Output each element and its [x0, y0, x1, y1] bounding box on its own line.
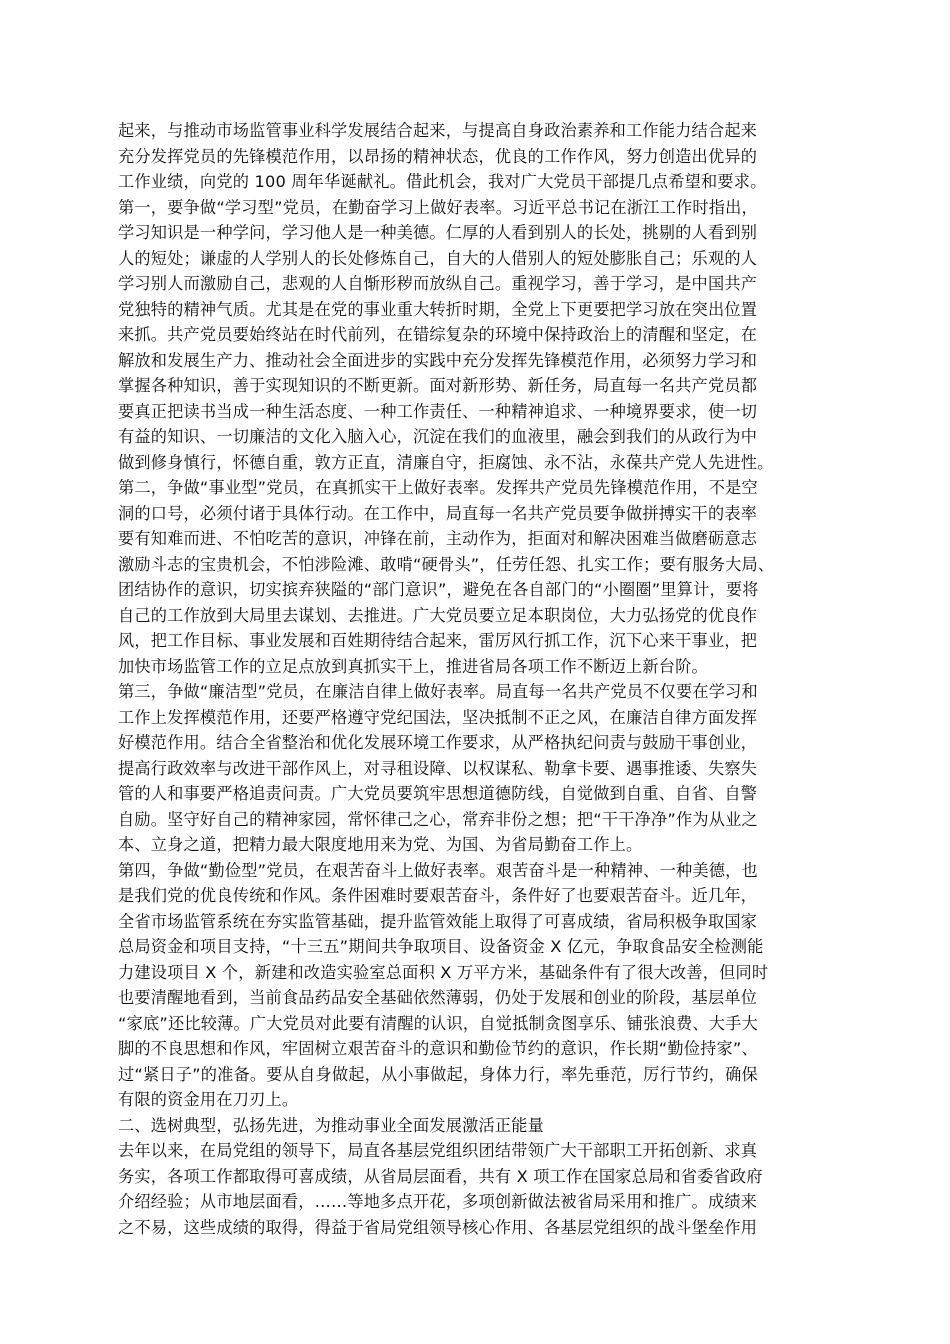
text-line: 来抓。共产党员要始终站在时代前列，在错综复杂的环境中保持政治上的清醒和坚定，在 — [118, 325, 758, 344]
text-line: 人的短处；谦虚的人学别人的长处修炼自己，自大的人借别人的短处膨胀自己；乐观的人 — [118, 248, 758, 268]
text-line: 团结协作的意识，切实摈弃狭隘的“部门意识”，避免在各自部门的“小圈圈”里算计，要将 — [118, 580, 759, 599]
text-line: 总局资金和项目支持，“十三五”期间共争取项目、设备资金 X 亿元，争取食品安全检测能 — [118, 937, 764, 956]
text-line: 激励斗志的宝贵机会，不怕涉险滩、敢啃“硬骨头”，任劳任怨、扎实工作；要有服务大局、 — [118, 554, 775, 574]
text-line: 有限的资金用在刀刃上。 — [118, 1090, 299, 1109]
text-line: 提高行政效率与改进干部作风上，对寻租设障、以权谋私、勒拿卡要、遇事推诿、失察失 — [118, 758, 758, 778]
text-line: 第三，争做“廉洁型”党员，在廉洁自律上做好表率。局直每一名共产党员不仅要在学习和 — [118, 682, 758, 701]
text-line: 掌握各种知识，善于实现知识的不断更新。面对新形势、新任务，局直每一名共产党员都 — [118, 376, 758, 395]
text-line: 学习别人而激励自己，悲观的人自惭形秽而放纵自己。重视学习，善于学习，是中国共产 — [118, 274, 758, 293]
text-line: 自励。坚守好自己的精神家园，常怀律己之心，常弃非份之想；把“干干净净”作为从业之 — [118, 809, 758, 829]
text-line: 务实，各项工作都取得可喜成绩，从省局层面看，共有 X 项工作在国家总局和省委省政府 — [118, 1166, 763, 1186]
text-line: 加快市场监管工作的立足点放到真抓实干上，推进省局各项工作不断迈上新台阶。 — [118, 656, 708, 676]
text-line: 好模范作用。结合全省整治和优化发展环境工作要求，从严格执纪问责与鼓励干事创业， — [118, 733, 758, 752]
document-body — [118, 118, 818, 1240]
text-line: 要有知难而进、不怕吃苦的意识，冲锋在前，主动作为，拒面对和解决困难当做磨砺意志 — [118, 529, 758, 548]
text-line: 要真正把读书当成一种生活态度、一种工作责任、一种精神追求、一种境界要求，使一切 — [118, 401, 758, 421]
text-line: 去年以来，在局党组的领导下，局直各基层党组织团结带领广大干部职工开拓创新、求真 — [118, 1141, 758, 1160]
text-line: 也要清醒地看到，当前食品药品安全基础依然薄弱，仍处于发展和创业的阶段，基层单位 — [118, 988, 758, 1007]
text-line: 第二，争做“事业型”党员，在真抓实干上做好表率。发挥共产党员先锋模范作用，不是空 — [118, 478, 758, 497]
text-line: 有益的知识、一切廉洁的文化入脑入心，沉淀在我们的血液里，融会到我们的从政行为中 — [118, 427, 758, 446]
text-line: “家底”还比较薄。广大党员对此要有清醒的认识，自觉抵制贪图享乐、铺张浪费、大手大 — [118, 1013, 758, 1033]
text-line: 之不易，这些成绩的取得，得益于省局党组领导核心作用、各基层党组织的战斗堡垒作用 — [118, 1217, 758, 1237]
text-line: 起来，与推动市场监管事业科学发展结合起来，与提高自身政治素养和工作能力结合起来 — [118, 121, 758, 140]
text-line: 工作业绩，向党的 100 周年华诞献礼。借此机会，我对广大党员干部提几点希望和要求。 — [118, 172, 767, 191]
text-line: 管的人和事要严格追责问责。广大党员要筑牢思想道德防线，自觉做到自重、自省、自警 — [118, 784, 758, 803]
text-line: 解放和发展生产力、推动社会全面进步的实践中充分发挥先锋模范作用，必须努力学习和 — [118, 350, 758, 370]
section-heading: 二、选树典型，弘扬先进，为推动事业全面发展激活正能量 — [118, 1115, 545, 1135]
text-line: 第四，争做“勤俭型”党员，在艰苦奋斗上做好表率。艰苦奋斗是一种精神、一种美德，也 — [118, 860, 758, 880]
text-line: 介绍经验；从市地层面看，……等地多点开花，多项创新做法被省局采用和推广。成绩来 — [118, 1192, 758, 1211]
text-line: 风，把工作目标、事业发展和百姓期待结合起来，雷厉风行抓工作，沉下心来干事业，把 — [118, 631, 758, 650]
text-line: 党独特的精神气质。尤其是在党的事业重大转折时期，全党上下更要把学习放在突出位置 — [118, 299, 758, 319]
text-line: 充分发挥党员的先锋模范作用，以昂扬的精神状态，优良的工作作风，努力创造出优异的 — [118, 146, 758, 166]
text-line: 自己的工作放到大局里去谋划、去推进。广大党员要立足本职岗位，大力弘扬党的优良作 — [118, 605, 758, 625]
text-line: 本、立身之道，把精力最大限度地用来为党、为国、为省局勤奋工作上。 — [118, 835, 643, 854]
text-line: 第一，要争做“学习型”党员，在勤奋学习上做好表率。习近平总书记在浙江工作时指出， — [118, 197, 758, 217]
text-line: 做到修身慎行，怀德自重，敦方正直，清廉自守，拒腐蚀、永不沾，永葆共产党人先进性。 — [118, 452, 774, 472]
text-line: 力建设项目 X 个，新建和改造实验室总面积 X 万平方米，基础条件有了很大改善，但同时 — [118, 962, 769, 982]
text-line: 脚的不良思想和作风，牢固树立艰苦奋斗的意识和勤俭节约的意识，作长期“勤俭持家”、 — [118, 1039, 758, 1058]
text-line: 全省市场监管系统在夯实监管基础，提升监管效能上取得了可喜成绩，省局积极争取国家 — [118, 911, 758, 931]
text-line: 学习知识是一种学问，学习他人是一种美德。仁厚的人看到别人的长处，挑剔的人看到别 — [118, 223, 758, 242]
text-line: 工作上发挥模范作用，还要严格遵守党纪国法，坚决抵制不正之风，在廉洁自律方面发挥 — [118, 707, 758, 727]
text-line: 过“紧日子”的准备。要从自身做起，从小事做起，身体力行，率先垂范，厉行节约，确保 — [118, 1064, 758, 1084]
text-line: 洞的口号，必须付诸于具体行动。在工作中，局直每一名共产党员要争做拼搏实干的表率 — [118, 503, 758, 523]
text-line: 是我们党的优良传统和作风。条件困难时要艰苦奋斗，条件好了也要艰苦奋斗。近几年， — [118, 886, 758, 905]
